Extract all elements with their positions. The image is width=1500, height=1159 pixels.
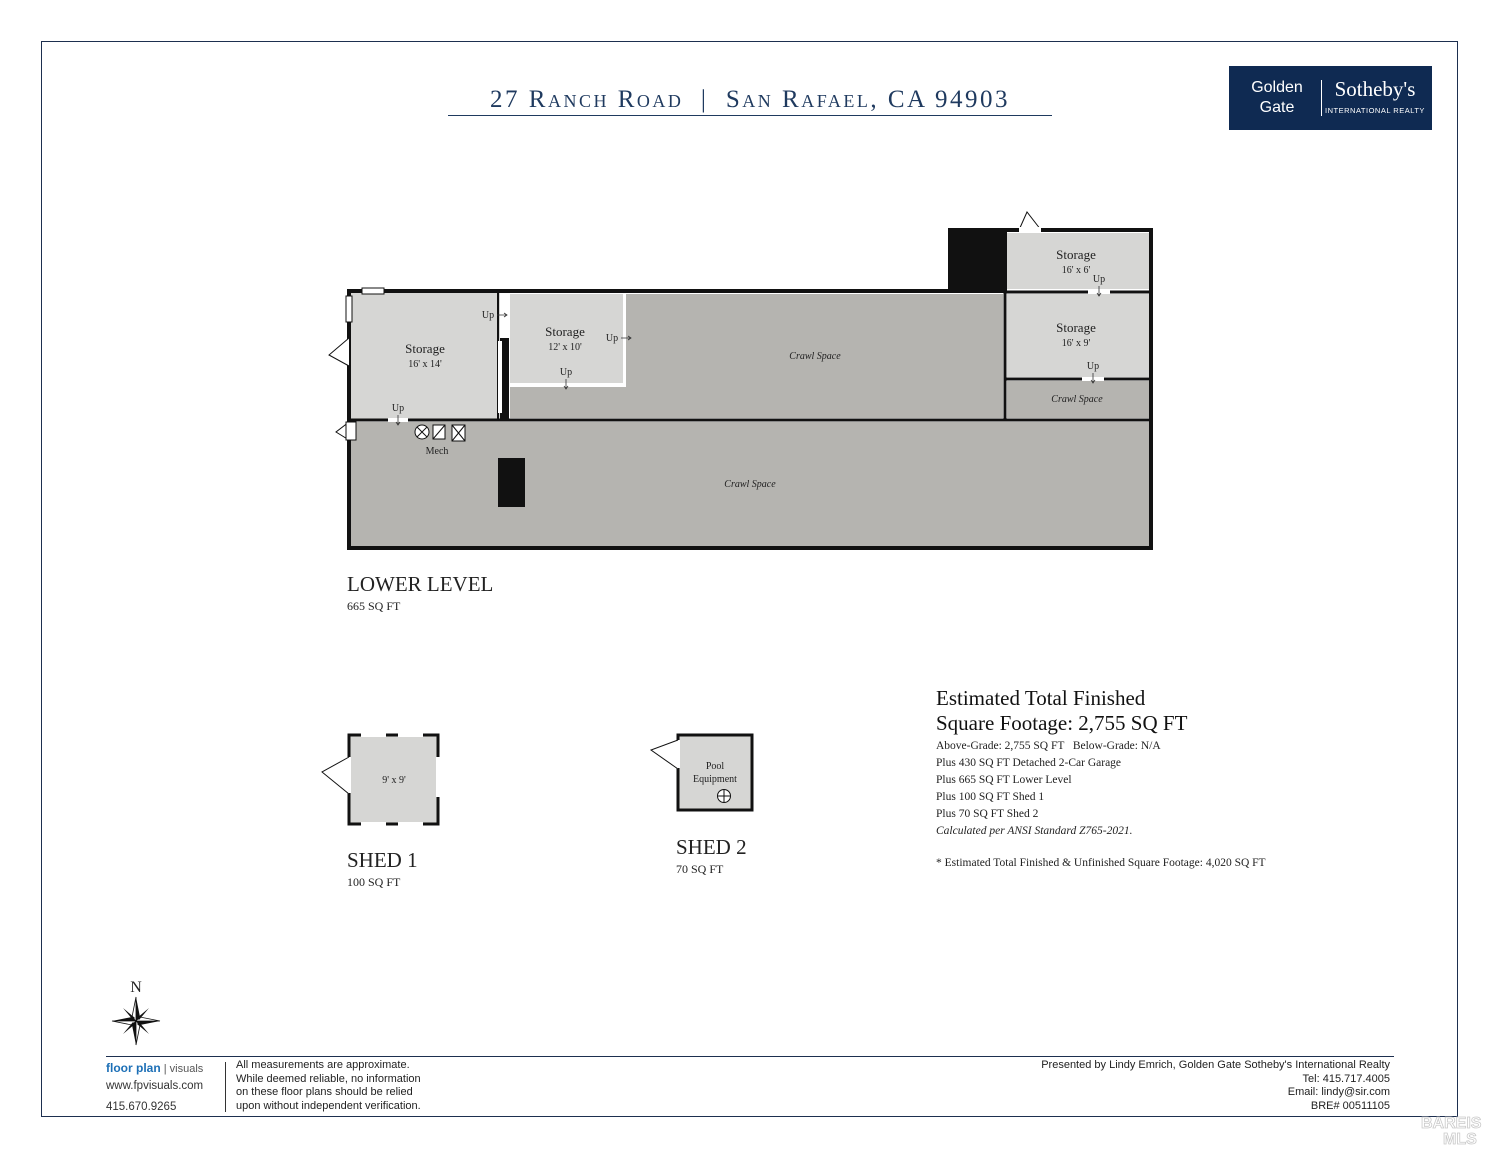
door-swing [651, 740, 678, 769]
summary-line: Plus 665 SQ FT Lower Level [936, 774, 1072, 786]
storage-left-label: Storage [405, 341, 445, 356]
shed1-plan [322, 733, 440, 826]
dark-block [948, 228, 1005, 292]
door-swing [329, 338, 349, 366]
disclaimer: All measurements are approximate. While deemed reliable, no information on these floor plans should be relied upon without independent verification. [236, 1059, 421, 1113]
storage-left-dims: 16' x 14' [408, 359, 442, 370]
column [498, 458, 525, 507]
svg-text:MLS: MLS [1443, 1131, 1477, 1148]
summary-standard: Calculated per ANSI Standard Z765-2021. [936, 825, 1133, 837]
shed1-title: SHED 1 [347, 848, 418, 872]
storage-left-floor [350, 292, 500, 420]
presenter-phone: Tel: 415.717.4005 [1302, 1072, 1390, 1085]
window [398, 822, 423, 826]
logo-brand: Sotheby's [1334, 77, 1416, 101]
window [362, 288, 384, 294]
square-footage-summary [936, 686, 1356, 872]
crawl-upper-label: Crawl Space [789, 351, 841, 362]
summary-heading-line1: Estimated Total Finished [936, 686, 1146, 710]
up-label: Up [481, 310, 495, 321]
door-opening [1019, 227, 1041, 232]
summary-heading-line2: Square Footage: 2,755 SQ FT [936, 711, 1188, 735]
storage-top-right-dims: 16' x 6' [1061, 265, 1091, 276]
shed2-title: SHED 2 [676, 835, 747, 859]
mech-label: Mech [425, 446, 449, 457]
shed2-plan [651, 735, 752, 810]
up-label: Up [1092, 274, 1106, 285]
address-city: San Rafael, CA 94903 [725, 86, 1010, 113]
svg-text:BAREIS: BAREIS [1421, 1115, 1482, 1132]
summary-line: Plus 430 SQ FT Detached 2-Car Garage [936, 757, 1122, 769]
lower-level-sqft: 665 SQ FT [347, 599, 401, 613]
window [361, 733, 386, 737]
window [361, 822, 386, 826]
presenter-name: Presented by Lindy Emrich, Golden Gate Sotheby's International Realty [1041, 1059, 1390, 1071]
lower-level-plan [329, 212, 1151, 548]
up-label: Up [1086, 361, 1100, 372]
address-number: 27 [490, 86, 521, 113]
summary-line: Above-Grade: 2,755 SQ FT Below-Grade: N/A [936, 740, 1161, 752]
footer-rule [106, 1056, 1394, 1057]
address-separator: | [700, 86, 709, 113]
footer-divider [225, 1062, 226, 1112]
storage-right-label: Storage [1056, 320, 1096, 335]
shed2-label-line1: Pool [705, 761, 725, 772]
storage-right-floor [1007, 294, 1149, 377]
storage-mid-label: Storage [545, 324, 585, 339]
up-label: Up [391, 403, 405, 414]
window [398, 733, 423, 737]
door-swing [322, 757, 349, 794]
presenter-email[interactable]: Email: lindy@sir.com [1287, 1086, 1390, 1099]
storage-top-right-label: Storage [1056, 247, 1096, 262]
door [346, 422, 356, 440]
storage-mid-dims: 12' x 10' [548, 342, 582, 353]
logo-golden-gate: Golden Gate [1251, 79, 1303, 116]
up-label: Up [605, 333, 619, 344]
floor-plan-visuals-logo: floor plan | visuals [106, 1061, 204, 1075]
shed2-sqft: 70 SQ FT [676, 862, 724, 876]
presenter-bre: BRE# 00511105 [1310, 1100, 1390, 1113]
window [346, 296, 352, 322]
window [436, 757, 440, 797]
floor-plan-visuals-phone: 415.670.9265 [106, 1101, 177, 1113]
summary-line: Plus 70 SQ FT Shed 2 [936, 808, 1039, 820]
floor-plan-visuals-url[interactable]: www.fpvisuals.com [106, 1080, 204, 1092]
crawl-lower-label: Crawl Space [724, 479, 776, 490]
compass-rose-icon [112, 979, 160, 1045]
presenter-info [1041, 1059, 1390, 1114]
summary-total-note: * Estimated Total Finished & Unfinished Square Footage: 4,020 SQ FT [936, 857, 1266, 869]
crawl-right-label: Crawl Space [1051, 394, 1103, 405]
shed2-label-line2: Equipment [693, 774, 737, 785]
shed1-dims: 9' x 9' [382, 775, 406, 786]
mls-watermark-logo [1417, 1111, 1497, 1149]
up-label: Up [559, 367, 573, 378]
lower-level-title: LOWER LEVEL [347, 572, 494, 596]
interior-wall-opening [498, 341, 502, 413]
summary-line: Plus 100 SQ FT Shed 1 [936, 791, 1045, 803]
shed1-sqft: 100 SQ FT [347, 875, 401, 889]
address-street: Ranch Road [528, 86, 684, 113]
logo-subtitle: INTERNATIONAL REALTY [1325, 106, 1425, 115]
storage-right-dims: 16' x 9' [1061, 338, 1091, 349]
north-label: N [130, 979, 142, 996]
